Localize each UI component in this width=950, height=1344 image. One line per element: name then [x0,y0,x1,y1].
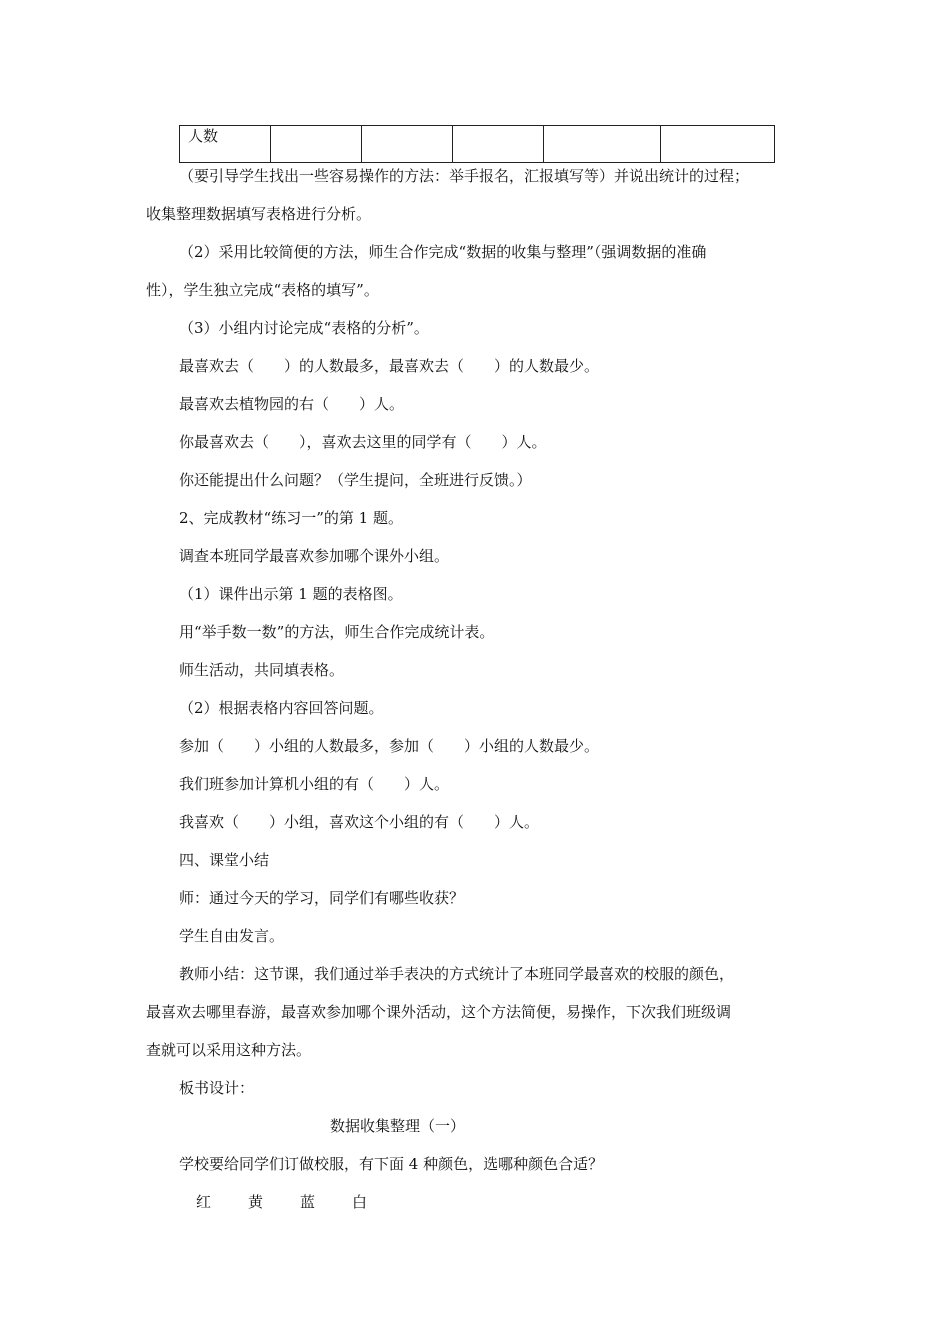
paragraph-line: （要引导学生找出一些容易操作的方法：举手报名，汇报填写等）并说出统计的过程； [179,167,750,185]
paragraph-line: （1）课件出示第 1 题的表格图。 [179,585,403,603]
paragraph-line: 师生活动，共同填表格。 [179,661,345,679]
paragraph-line: （3）小组内讨论完成“表格的分析”。 [179,319,429,337]
paragraph-line: 2、完成教材“练习一”的第 1 题。 [179,509,403,527]
paragraph-line: 调查本班同学最喜欢参加哪个课外小组。 [179,547,450,565]
board-title: 数据收集整理（一） [330,1117,466,1135]
paragraph-line: 师：通过今天的学习，同学们有哪些收获？ [179,889,465,907]
paragraph-line: （2）根据表格内容回答问题。 [179,699,384,717]
table-cell [544,126,661,163]
paragraph-line: 最喜欢去哪里春游，最喜欢参加哪个课外活动，这个方法简便，易操作，下次我们班级调 [146,1003,732,1021]
paragraph-line: 我们班参加计算机小组的有（ ）人。 [179,775,450,793]
paragraph-line: 查就可以采用这种方法。 [146,1041,312,1059]
table-cell [661,126,775,163]
color-option: 蓝 [300,1193,316,1211]
section-heading: 四、课堂小结 [179,851,270,869]
table-cell [271,126,362,163]
table-cell [362,126,453,163]
color-options [196,1192,404,1212]
paragraph-line: 参加（ ）小组的人数最多，参加（ ）小组的人数最少。 [179,737,600,755]
paragraph-line: 最喜欢去植物园的右（ ）人。 [179,395,405,413]
color-option: 红 [196,1193,212,1211]
paragraph-line: 学校要给同学们订做校服，有下面 4 种颜色，选哪种颜色合适？ [179,1155,604,1173]
paragraph-line: 我喜欢（ ）小组，喜欢这个小组的有（ ）人。 [179,813,540,831]
paragraph-line: 最喜欢去（ ）的人数最多，最喜欢去（ ）的人数最少。 [179,357,600,375]
paragraph-line: 收集整理数据填写表格进行分析。 [146,205,372,223]
color-option: 黄 [248,1193,264,1211]
paragraph-line: （2）采用比较简便的方法，师生合作完成“数据的收集与整理”（强调数据的准确 [179,243,707,261]
count-table [179,125,775,163]
row-label-cell: 人数 [180,126,271,163]
paragraph-line: 教师小结：这节课，我们通过举手表决的方式统计了本班同学最喜欢的校服的颜色， [179,965,735,983]
paragraph-line: 板书设计： [179,1079,255,1097]
paragraph-line: 学生自由发言。 [179,927,285,945]
paragraph-line: 用“举手数一数”的方法，师生合作完成统计表。 [179,623,495,641]
paragraph-line: 性），学生独立完成“表格的填写”。 [146,281,379,299]
paragraph-line: 你还能提出什么问题？（学生提问，全班进行反馈。） [179,471,532,489]
paragraph-line: 你最喜欢去（ ），喜欢去这里的同学有（ ）人。 [179,433,547,451]
table-row [180,126,775,163]
color-option: 白 [352,1193,368,1211]
table-cell [453,126,544,163]
